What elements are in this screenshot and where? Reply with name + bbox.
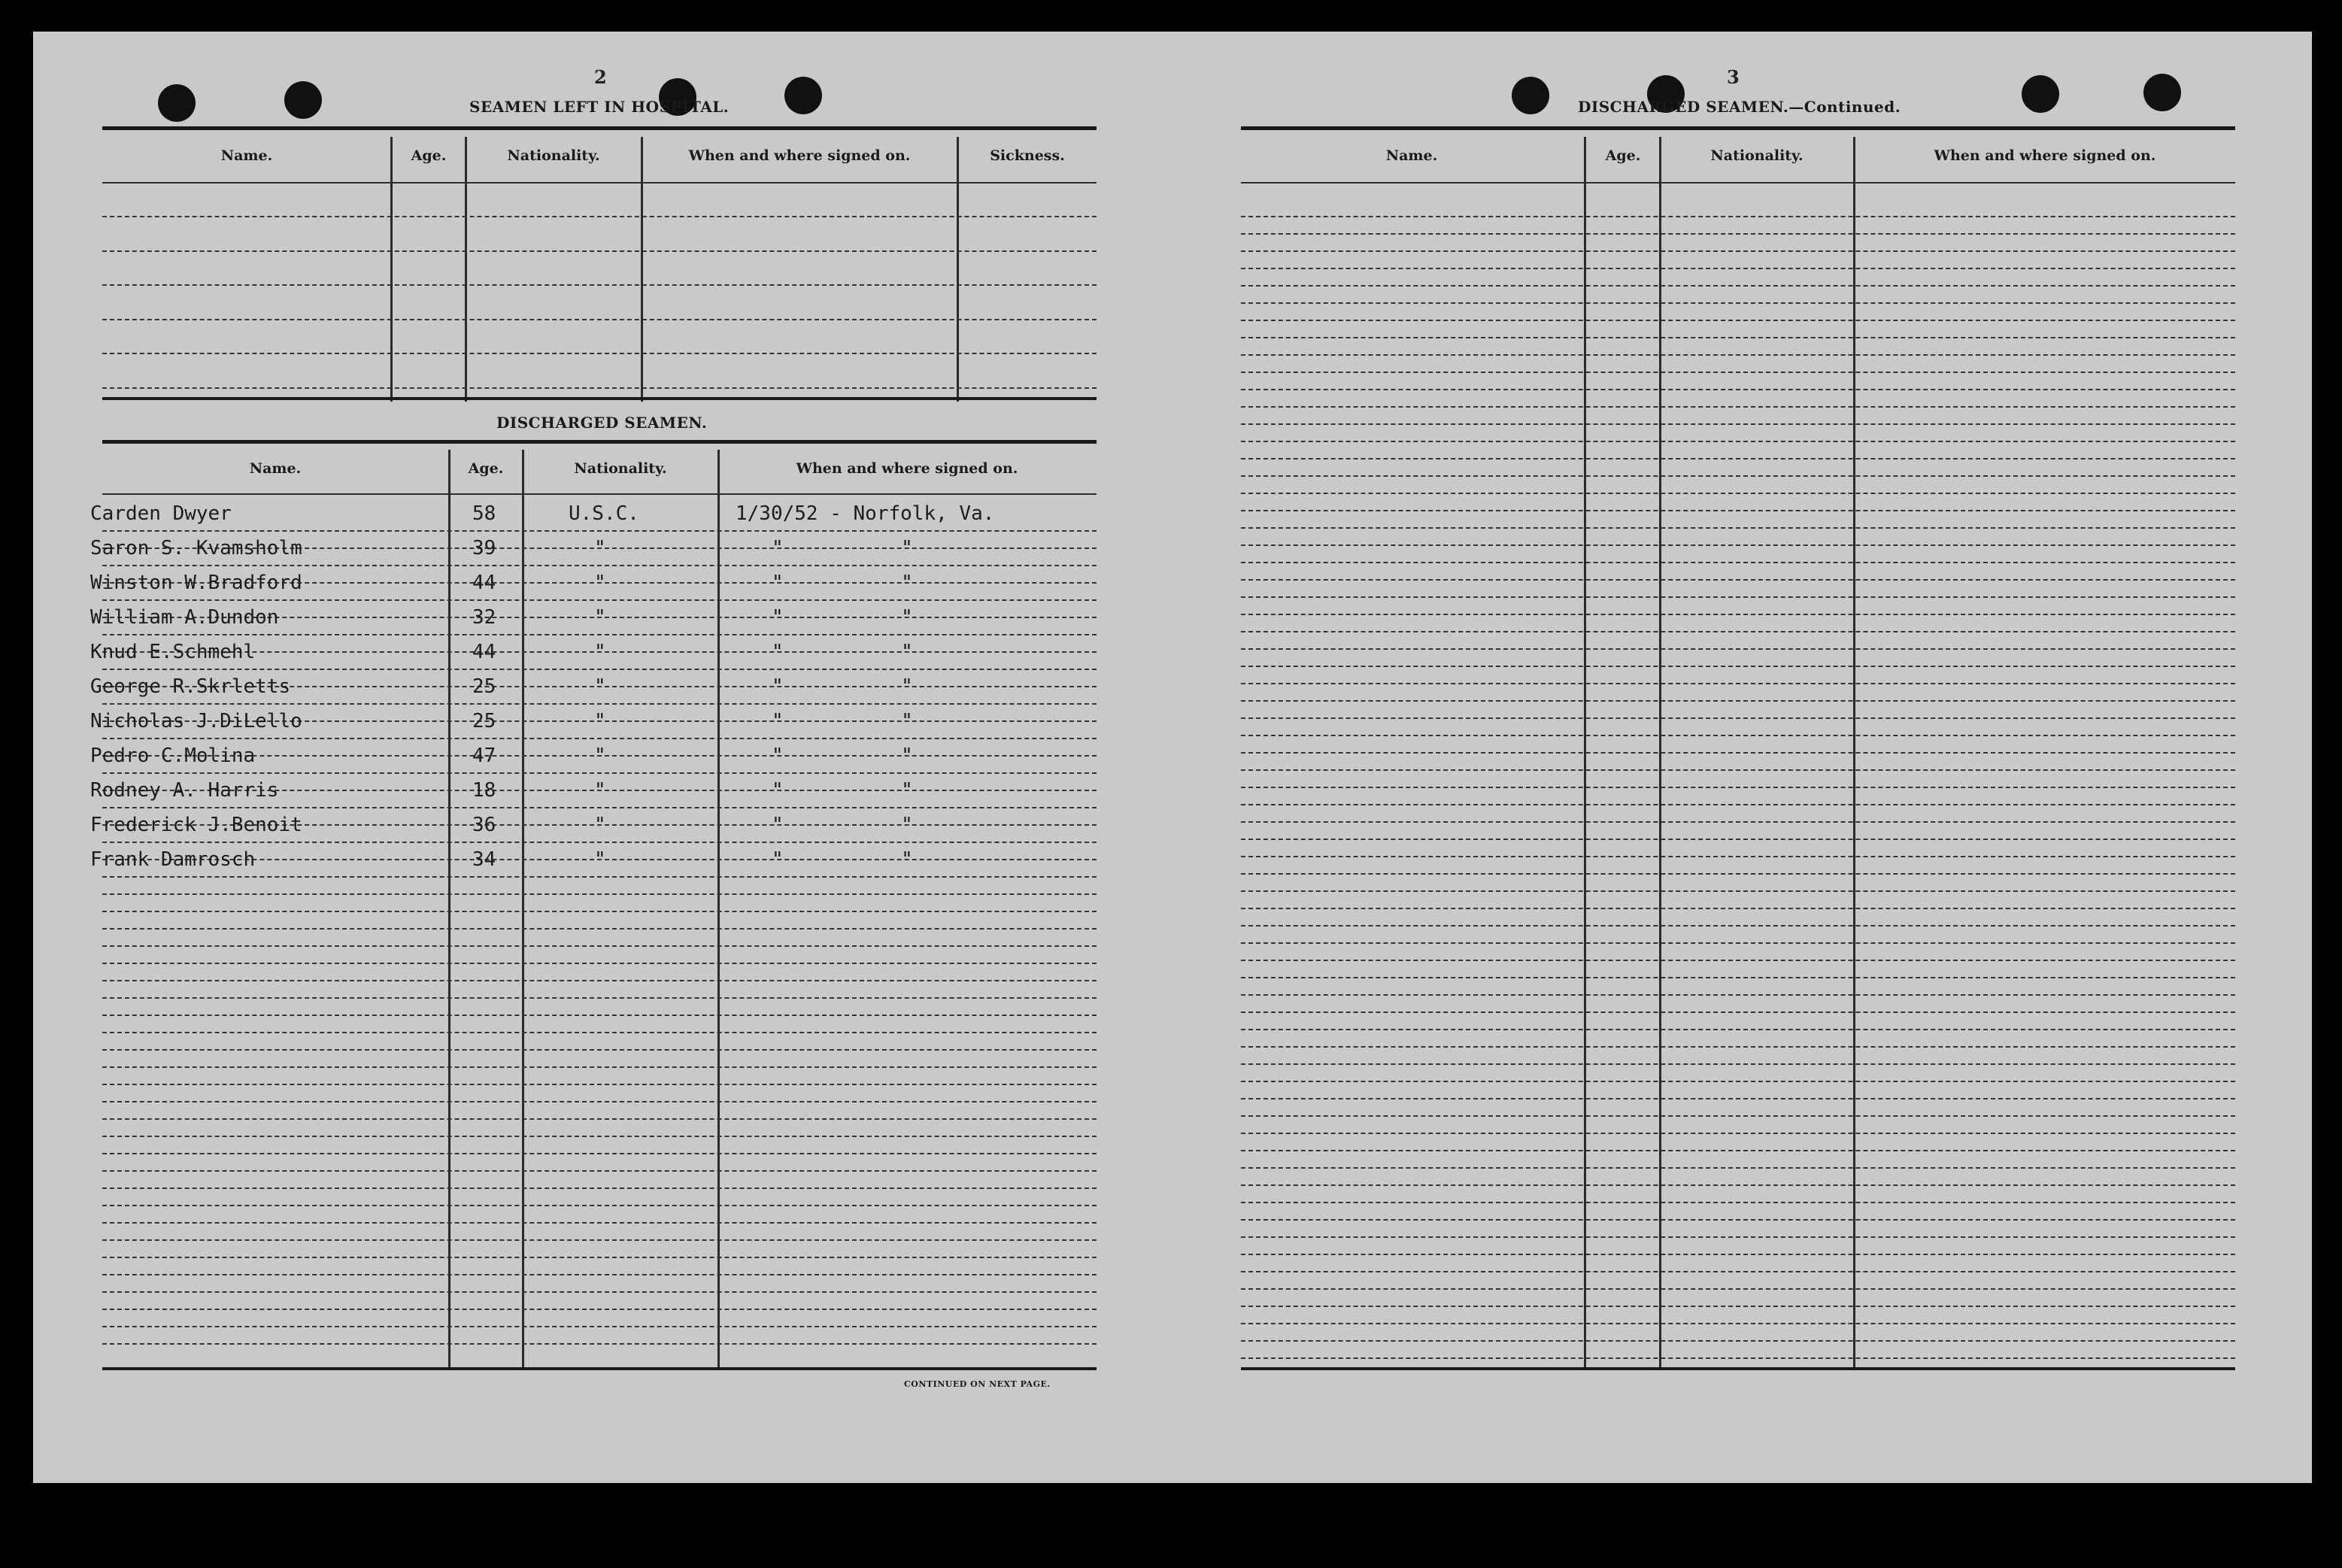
ruled-line [102,893,1097,895]
hospital-section-title: SEAMEN LEFT IN HOSPITAL. [469,98,730,116]
discharged-name: Pedro C.Molina [90,745,256,767]
ruled-line [1241,1029,2235,1030]
ruled-line [1241,856,2235,857]
column-divider [957,137,959,402]
ruled-line [1241,337,2235,338]
discharged-age: 18 [472,779,496,802]
page-number-right: 3 [1727,66,1740,88]
ruled-line [102,669,1097,670]
ruled-line [1241,1323,2235,1324]
page-number-left: 2 [594,66,607,88]
discharged-name: William A.Dundon [90,606,279,629]
ruled-line [102,1274,1097,1275]
rule [102,126,1097,130]
ruled-line [102,963,1097,964]
ruled-line [102,284,1097,286]
ruled-line [1241,1306,2235,1307]
discharged-signed: " " [772,606,913,629]
ruled-line [1241,458,2235,459]
ruled-line [1241,735,2235,736]
discharged-signed: " " [772,572,913,594]
ruled-line [102,387,1097,389]
document-sheet [33,32,2312,1483]
rule [1241,1367,2235,1370]
discharged-signed: 1/30/52 - Norfolk, Va. [736,502,995,525]
punch-hole [284,81,322,119]
ruled-line [1241,873,2235,875]
continued-note: CONTINUED ON NEXT PAGE. [904,1379,1051,1389]
ruled-line [1241,1098,2235,1099]
discharged-col-age: Age. [468,460,504,477]
ruled-line [102,530,1097,532]
ruled-line [102,807,1097,808]
ruled-line [1241,925,2235,927]
discharged-age: 47 [472,745,496,767]
right-col-age: Age. [1605,147,1641,164]
discharged-nationality: U.S.C. [569,502,639,525]
ruled-line [1241,475,2235,477]
discharged-name: Nicholas J.DiLello [90,710,302,732]
discharged-signed: " " [772,710,913,732]
rule [102,440,1097,444]
punch-hole [784,77,822,114]
discharged-nationality: " [594,848,606,871]
ruled-line [102,634,1097,635]
ruled-line [1241,700,2235,702]
ruled-line [1241,1115,2235,1117]
discharged-signed: " " [772,745,913,767]
discharged-name: George R.Skrletts [90,675,291,698]
column-divider [717,450,720,1369]
discharged-signed: " " [772,675,913,698]
ruled-line [1241,631,2235,632]
ruled-line [102,1205,1097,1206]
discharged-name: Winston W.Bradford [90,572,302,594]
ruled-line [102,1291,1097,1293]
ruled-line [1241,1150,2235,1151]
ruled-line [1241,1271,2235,1272]
ruled-line [1241,908,2235,909]
hospital-col-nationality: Nationality. [507,147,600,164]
ruled-line [1241,285,2235,287]
hospital-col-age: Age. [411,147,447,164]
continued-section-title: DISCHARGED SEAMEN.—Continued. [1578,98,1901,116]
discharged-nationality: " [594,537,606,560]
ruled-line [1241,441,2235,442]
discharged-signed: " " [772,814,913,836]
ruled-line [102,1153,1097,1154]
ruled-line [102,1049,1097,1051]
discharged-age: 39 [472,537,496,560]
ruled-line [102,997,1097,999]
ruled-line [1241,839,2235,840]
discharged-col-name: Name. [249,460,302,477]
ruled-line [102,980,1097,981]
ruled-line [1241,493,2235,494]
ruled-line [102,1101,1097,1102]
column-divider [641,137,643,402]
discharged-name: Carden Dwyer [90,502,232,525]
ruled-line [102,1309,1097,1310]
ruled-line [1241,960,2235,961]
ruled-line [102,1136,1097,1137]
column-divider [448,450,451,1369]
ruled-line [1241,787,2235,788]
discharged-name: Saron S. Kvamsholm [90,537,302,560]
discharged-nationality: " [594,641,606,663]
ruled-line [1241,1340,2235,1342]
ruled-line [102,928,1097,930]
ruled-line [1241,1254,2235,1255]
rule [1241,126,2235,130]
column-divider [390,137,393,402]
rule [102,397,1097,400]
ruled-line [1241,683,2235,684]
ruled-line [1241,1133,2235,1134]
discharged-col-nationality: Nationality. [574,460,667,477]
ruled-line [102,703,1097,705]
discharged-nationality: " [594,779,606,802]
hospital-col-signed: When and where signed on. [688,147,911,164]
ruled-line [1241,406,2235,408]
discharged-section-title: DISCHARGED SEAMEN. [496,414,708,432]
ruled-line [1241,1202,2235,1203]
ruled-line [1241,1288,2235,1290]
ruled-line [102,876,1097,878]
rule [102,182,1097,183]
discharged-nationality: " [594,606,606,629]
ruled-line [1241,614,2235,615]
column-divider [465,137,467,402]
ruled-line [1241,648,2235,650]
discharged-age: 36 [472,814,496,836]
ruled-line [102,1084,1097,1085]
ruled-line [1241,1357,2235,1359]
ruled-line [1241,804,2235,805]
ruled-line [1241,1011,2235,1013]
right-col-name: Name. [1385,147,1438,164]
discharged-nationality: " [594,572,606,594]
discharged-nationality: " [594,745,606,767]
ruled-line [1241,302,2235,304]
ruled-line [1241,389,2235,390]
ruled-line [102,1170,1097,1172]
column-divider [522,450,524,1369]
ruled-line [102,772,1097,774]
ruled-line [102,738,1097,739]
ruled-line [1241,579,2235,581]
ruled-line [1241,977,2235,978]
discharged-signed: " " [772,641,913,663]
ruled-line [102,599,1097,601]
ruled-line [1241,596,2235,598]
discharged-age: 25 [472,710,496,732]
punch-hole [158,84,196,122]
discharged-signed: " " [772,848,913,871]
ruled-line [102,945,1097,947]
ruled-line [1241,1167,2235,1169]
ruled-line [102,1326,1097,1327]
discharged-age: 44 [472,641,496,663]
discharged-age: 32 [472,606,496,629]
ruled-line [102,1014,1097,1016]
rule [1241,182,2235,183]
discharged-age: 34 [472,848,496,871]
ruled-line [1241,268,2235,269]
ruled-line [102,842,1097,843]
ruled-line [1241,821,2235,823]
punch-hole [2022,75,2059,113]
ruled-line [102,353,1097,354]
ruled-line [102,1257,1097,1258]
ruled-line [102,911,1097,912]
rule [102,493,1097,495]
discharged-name: Rodney A. Harris [90,779,279,802]
discharged-nationality: " [594,814,606,836]
ruled-line [102,250,1097,252]
discharged-age: 44 [472,572,496,594]
right-col-nationality: Nationality. [1710,147,1804,164]
ruled-line [102,216,1097,217]
ruled-line [102,565,1097,566]
discharged-col-signed: When and where signed on. [796,460,1018,477]
ruled-line [1241,752,2235,754]
ruled-line [1241,354,2235,356]
discharged-name: Frank Damrosch [90,848,256,871]
ruled-line [1241,372,2235,373]
discharged-nationality: " [594,710,606,732]
ruled-line [102,1187,1097,1189]
ruled-line [102,1343,1097,1345]
ruled-line [1241,1081,2235,1082]
ruled-line [102,1032,1097,1033]
ruled-line [1241,527,2235,529]
ruled-line [102,1239,1097,1241]
ruled-line [1241,717,2235,719]
ruled-line [102,1222,1097,1224]
ruled-line [1241,769,2235,771]
discharged-age: 25 [472,675,496,698]
rule [102,1367,1097,1370]
ruled-line [1241,890,2235,892]
ruled-line [1241,1184,2235,1186]
ruled-line [1241,942,2235,944]
hospital-col-sickness: Sickness. [990,147,1065,164]
punch-hole [2143,74,2181,111]
ruled-line [1241,423,2235,425]
discharged-age: 58 [472,502,496,525]
discharged-name: Frederick J.Benoit [90,814,302,836]
ruled-line [1241,1046,2235,1048]
ruled-line [1241,562,2235,563]
punch-hole [1512,77,1549,114]
ruled-line [1241,216,2235,217]
ruled-line [1241,510,2235,511]
ruled-line [102,1066,1097,1068]
ruled-line [1241,544,2235,546]
ruled-line [1241,250,2235,252]
ruled-line [1241,320,2235,321]
discharged-signed: " " [772,779,913,802]
ruled-line [102,1118,1097,1120]
ruled-line [1241,1236,2235,1238]
ruled-line [1241,994,2235,996]
discharged-nationality: " [594,675,606,698]
ruled-line [1241,666,2235,667]
right-col-signed: When and where signed on. [1934,147,2156,164]
ruled-line [1241,1219,2235,1221]
ruled-line [102,319,1097,320]
discharged-signed: " " [772,537,913,560]
hospital-col-name: Name. [220,147,273,164]
ruled-line [1241,233,2235,235]
discharged-name: Knud E.Schmehl [90,641,256,663]
ruled-line [1241,1063,2235,1065]
